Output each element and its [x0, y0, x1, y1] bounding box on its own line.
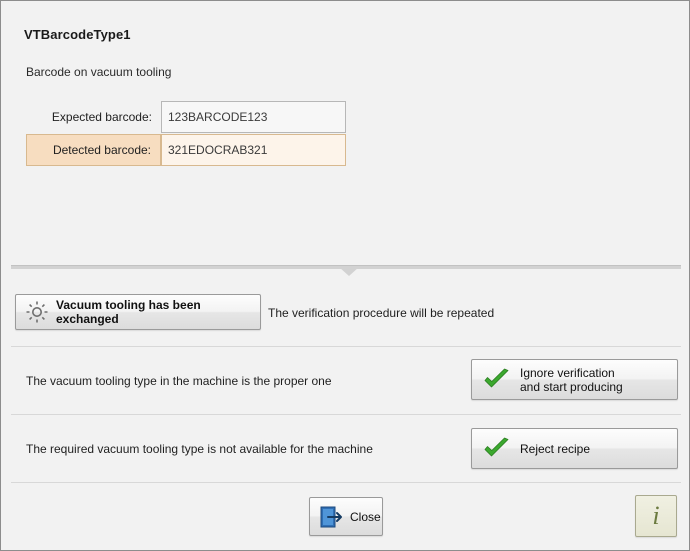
reject-recipe-label: Reject recipe: [520, 441, 591, 456]
info-button[interactable]: [635, 495, 677, 537]
dialog-subtitle: Barcode on vacuum tooling: [26, 65, 172, 79]
info-icon: i: [652, 501, 660, 530]
ignore-verification-label-line1: Ignore verification: [520, 365, 615, 380]
tooling-unavailable-note: The required vacuum tooling type is not available for the machine: [26, 442, 373, 456]
check-icon: [482, 367, 512, 393]
verification-repeat-note: The verification procedure will be repeated: [268, 306, 495, 320]
reject-recipe-button[interactable]: [471, 428, 678, 469]
expected-barcode-row: [26, 101, 346, 133]
detected-barcode-row: [26, 134, 346, 166]
check-icon: [482, 436, 512, 462]
exit-door-icon: [318, 504, 344, 530]
close-button-label: Close: [350, 509, 381, 524]
proper-tooling-note: The vacuum tooling type in the machine is the proper one: [26, 374, 332, 388]
ignore-verification-label: [520, 366, 623, 394]
detected-barcode-value: 321EDOCRAB321: [161, 134, 346, 166]
divider-arrow-icon: [339, 267, 359, 276]
separator-1: [11, 346, 681, 347]
vacuum-tooling-exchanged-button[interactable]: [15, 294, 261, 330]
expected-barcode-value: 123BARCODE123: [161, 101, 346, 133]
vacuum-tooling-exchanged-label: Vacuum tooling has been exchanged: [56, 298, 201, 326]
detected-barcode-label: Detected barcode:: [26, 134, 161, 166]
close-button[interactable]: [309, 497, 383, 536]
ignore-verification-label-line2: and start producing: [520, 379, 623, 394]
page-title: VTBarcodeType1: [24, 27, 131, 42]
gear-icon: [24, 299, 50, 325]
separator-2: [11, 414, 681, 415]
expected-barcode-label: Expected barcode:: [26, 101, 161, 133]
ignore-verification-button[interactable]: [471, 359, 678, 400]
separator-3: [11, 482, 681, 483]
